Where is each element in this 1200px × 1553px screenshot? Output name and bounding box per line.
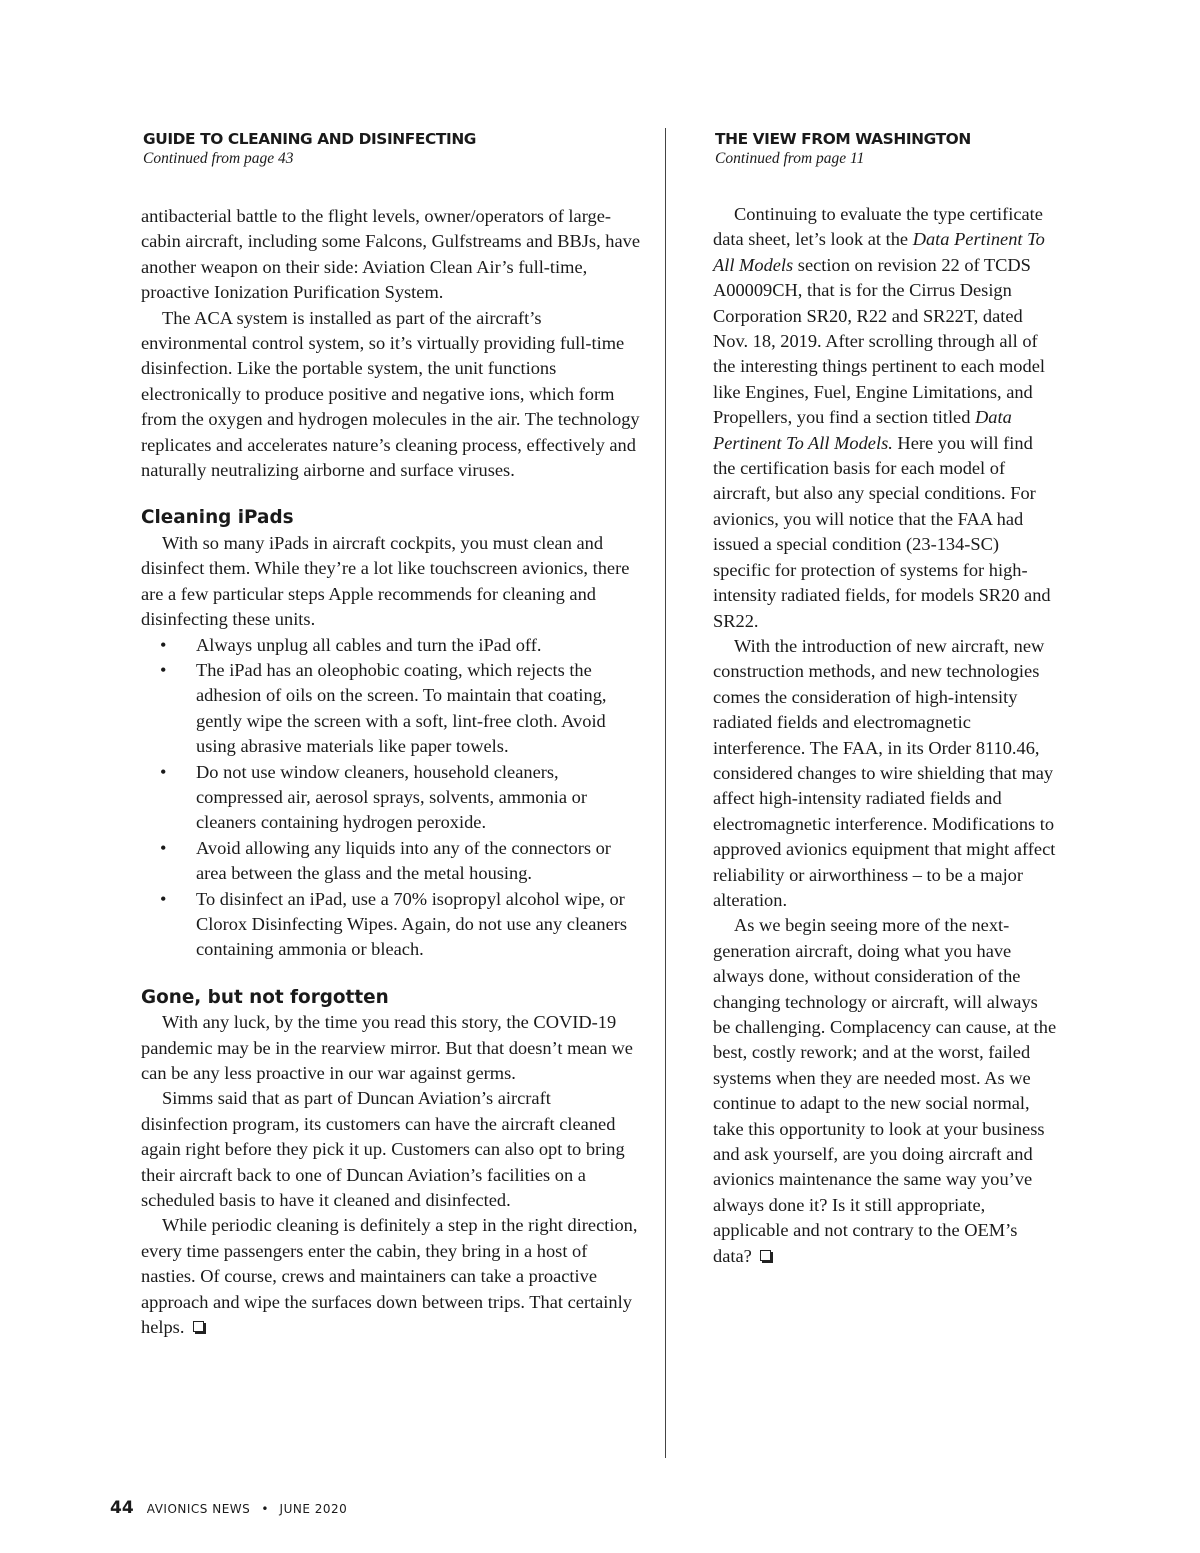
footer-separator: • [261, 1502, 269, 1516]
bullet-item [141, 658, 641, 760]
left-paragraph-3: With so many iPads in aircraft cockpits, you must clean and disinfect them. While they’re a lot like touchscreen avionics, there are a few particular steps Apple recommends for cleaning and disinfecting these units. [141, 532, 630, 630]
end-mark-icon [193, 1321, 204, 1332]
subheading-gone-not-forgotten: Gone, but not forgotten [141, 986, 389, 1008]
page-number: 44 [110, 1498, 134, 1518]
publication-name: AVIONICS NEWS [146, 1502, 251, 1516]
right-continued-note: Continued from page 11 [715, 150, 865, 167]
right-paragraph-1-c: section on revision 22 of TCDS A00009CH, that is for the Cirrus Design Corporation SR20, R22 and SR22T, dated Nov. 18, 2019. After scrolling through all of the interesting things pertinent to each model like Engines, Fuel, Engine Limitations, and Propellers, you find a section titled [713, 254, 1045, 428]
left-section-title: GUIDE TO CLEANING AND DISINFECTING [143, 130, 477, 148]
bullet-icon: • [160, 634, 167, 655]
left-column [141, 126, 641, 1340]
right-paragraph-1-italic-a: Data Pertinent To All Models [713, 229, 1045, 275]
left-paragraph-1: antibacterial battle to the flight levels, owner/operators of large-cabin aircraft, including some Falcons, Gulfstreams and BBJs, have another weapon on their side: Aviation Clean Air’s full-time, proactive Ionization Purification System. [141, 206, 640, 303]
issue-date: JUNE 2020 [279, 1502, 348, 1516]
left-paragraph-6-text: While periodic cleaning is definitely a step in the right direction, every time passengers enter the cabin, they bring in a host of nasties. Of course, crews and maintainers can take a proactive approach and wipe the surfaces down between trips. That certainly helps. [141, 1215, 638, 1338]
bullet-icon: • [160, 888, 167, 909]
left-paragraph-5: Simms said that as part of Duncan Aviation’s aircraft disinfection program, its customers can have the aircraft cleaned again right before they pick it up. Customers can also opt to bring their aircraft back to one of Duncan Aviation’s facilities on a scheduled basis to have it cleaned and disinfected. [141, 1088, 625, 1211]
bullet-text: Avoid allowing any liquids into any of the connectors or area between the glass and the metal housing. [196, 837, 611, 884]
right-paragraph-1 [713, 202, 1058, 634]
column-divider [665, 128, 666, 1458]
end-mark-icon [760, 1250, 771, 1261]
bullet-icon: • [160, 659, 167, 680]
right-paragraph-1-e: Here you will find the certification basis for each model of aircraft, but also any special conditions. For avionics, you will notice that the FAA had issued a special condition (23-134-SC) specific for protection of systems for high-intensity radiated fields, for models SR20 and SR22. [713, 432, 1051, 631]
right-paragraph-3-text: As we begin seeing more of the next-generation aircraft, doing what you have always done, without consideration of the changing technology or aircraft, will always be challenging. Complacency can cause, at the best, costly rework; and at the worst, failed systems when they are needed most. As we continue to adapt to the new social normal, take this opportunity to look at your business and ask yourself, are you doing aircraft and avionics maintenance the same way you’ve always done it? Is it still appropriate, applicable and not contrary to the OEM’s data? [713, 915, 1057, 1266]
bullet-text: Always unplug all cables and turn the iPad off. [196, 634, 542, 655]
right-paragraph-1-italic-b: Data Pertinent To All Models. [713, 407, 1012, 453]
bullet-item [141, 760, 641, 836]
right-column [713, 126, 1058, 1269]
page-footer [110, 1498, 347, 1518]
bullet-text: Do not use window cleaners, household cleaners, compressed air, aerosol sprays, solvents, ammonia or cleaners containing hydrogen peroxide. [196, 761, 587, 833]
bullet-icon: • [160, 837, 167, 858]
right-section-title: THE VIEW FROM WASHINGTON [715, 130, 971, 148]
left-paragraph-2: The ACA system is installed as part of the aircraft’s environmental control system, so it’s virtually providing full-time disinfection. Like the portable system, the unit functions electronically to produce positive and negative ions, which form from the oxygen and hydrogen molecules in the air. The technology replicates and accelerates nature’s cleaning process, effectively and naturally neutralizing airborne and surface viruses. [141, 307, 640, 481]
bullet-icon: • [160, 761, 167, 782]
subheading-cleaning-ipads: Cleaning iPads [141, 507, 294, 529]
left-paragraph-6 [141, 1213, 641, 1340]
ipad-cleaning-steps [141, 633, 641, 963]
bullet-item [141, 633, 641, 658]
left-paragraph-4: With any luck, by the time you read this story, the COVID-19 pandemic may be in the rearview mirror. But that doesn’t mean we can be any less proactive in our war against germs. [141, 1012, 633, 1083]
left-continued-note: Continued from page 43 [143, 150, 294, 167]
bullet-text: The iPad has an oleophobic coating, which rejects the adhesion of oils on the screen. To maintain that coating, gently wipe the screen with a soft, lint-free cloth. Avoid using abrasive materials like paper towels. [196, 659, 607, 757]
right-paragraph-1-a: Continuing to evaluate the type certificate data sheet, let’s look at the [713, 204, 1043, 250]
bullet-item [141, 836, 641, 887]
right-paragraph-3 [713, 913, 1058, 1269]
bullet-text: To disinfect an iPad, use a 70% isopropyl alcohol wipe, or Clorox Disinfecting Wipes. Again, do not use any cleaners containing ammonia or bleach. [196, 888, 628, 960]
bullet-item [141, 887, 641, 963]
right-paragraph-2: With the introduction of new aircraft, new construction methods, and new technologies comes the consideration of high-intensity radiated fields and electromagnetic interference. The FAA, in its Order 8110.46, considered changes to wire shielding that may affect high-intensity radiated fields and electromagnetic interference. Modifications to approved avionics equipment that might affect reliability or airworthiness – to be a major alteration. [713, 635, 1056, 910]
